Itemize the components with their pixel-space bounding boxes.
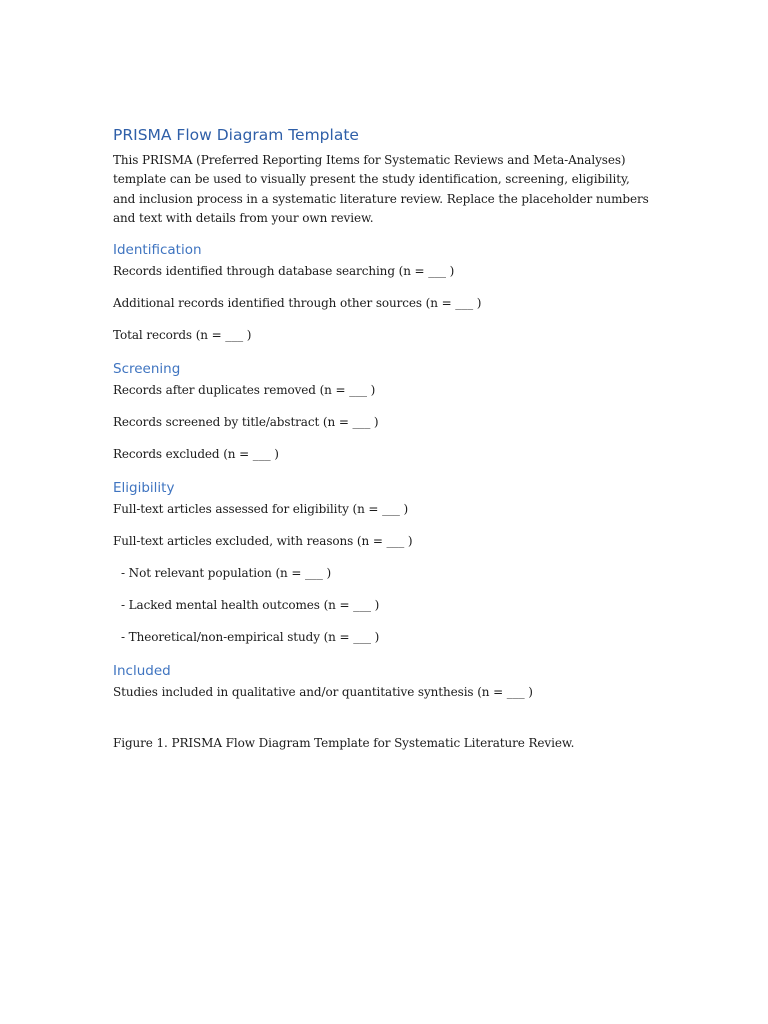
identification-item: Total records (n = ___ ) — [113, 328, 252, 343]
section-heading-included: Included — [113, 663, 171, 680]
section-heading-screening: Screening — [113, 361, 181, 378]
screening-item: Records screened by title/abstract (n = ___ ) — [113, 415, 379, 430]
exclusion-reason-item: - Lacked mental health outcomes (n = ___ ) — [121, 598, 380, 613]
section-heading-eligibility: Eligibility — [113, 480, 175, 497]
eligibility-item: Full-text articles excluded, with reasons (n = ___ ) — [113, 534, 413, 549]
screening-item: Records excluded (n = ___ ) — [113, 447, 279, 462]
exclusion-reason-item: - Not relevant population (n = ___ ) — [121, 566, 332, 581]
exclusion-reason-item: - Theoretical/non-empirical study (n = ___ ) — [121, 630, 380, 645]
intro-paragraph: This PRISMA (Preferred Reporting Items for Systematic Reviews and Meta-Analyses) template can be used to visually present the study identification, screening, eligibility, and inclusion process in a systematic literature review. Replace the placeholder numbers and text with details from your own review. — [113, 153, 649, 225]
identification-item: Additional records identified through other sources (n = ___ ) — [113, 296, 482, 311]
document-page — [113, 124, 653, 751]
screening-item: Records after duplicates removed (n = ___ ) — [113, 383, 376, 398]
section-heading-identification: Identification — [113, 242, 202, 259]
figure-caption: Figure 1. PRISMA Flow Diagram Template for Systematic Literature Review. — [113, 736, 575, 751]
eligibility-item: Full-text articles assessed for eligibility (n = ___ ) — [113, 502, 409, 517]
included-item: Studies included in qualitative and/or quantitative synthesis (n = ___ ) — [113, 685, 533, 700]
identification-item: Records identified through database searching (n = ___ ) — [113, 264, 455, 279]
document-title: PRISMA Flow Diagram Template — [113, 126, 359, 144]
